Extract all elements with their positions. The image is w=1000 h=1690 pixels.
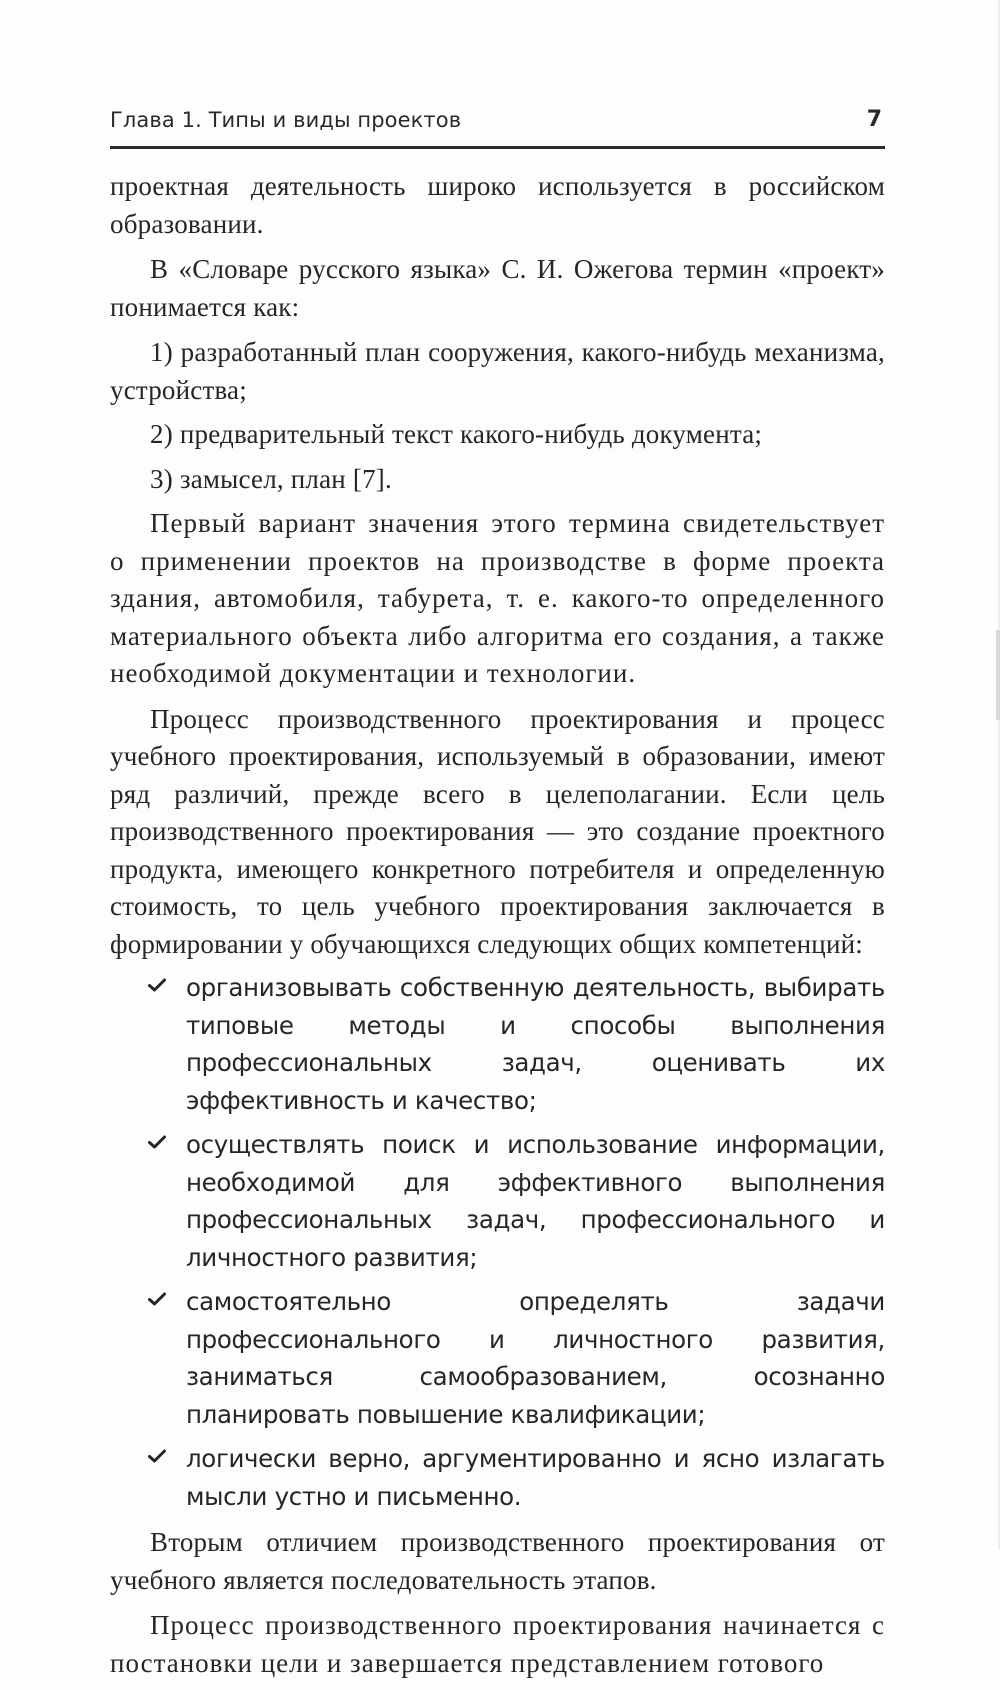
list-item: [110, 1440, 885, 1515]
checkmark-icon: [148, 1135, 166, 1149]
checkmark-icon: [148, 1449, 166, 1463]
list-item: [110, 969, 885, 1119]
checkmark-icon: [148, 1292, 166, 1306]
paragraph: Вторым отличием производственного проектирования от учебного является последовательность этапов.: [110, 1527, 885, 1595]
checkmark-icon: [148, 978, 166, 992]
definition-item: 2) предварительный текст какого-нибудь документа;: [150, 419, 763, 449]
header-rule: [110, 146, 885, 149]
running-head: [110, 108, 885, 138]
definition-item: 3) замысел, план [7].: [150, 463, 392, 494]
list-item-text: логически верно, аргументированно и ясно излагать мысли устно и письменно.: [186, 1444, 885, 1511]
competency-list: [110, 969, 885, 1515]
definition-item: 1) разработанный план сооружения, какого-нибудь механизма, устройства;: [110, 337, 885, 405]
list-item-text: организовывать собственную деятельность, выбирать типовые методы и способы выполнения профессиональных задач, оценивать их эффективность и качество;: [186, 973, 885, 1115]
paragraph: Процесс производственного проектирования и процесс учебного проектирования, используемый в образовании, имеют ряд различий, прежде всего в целеполагании. Если цель производственного проектирования — это создание проектного продукта, имеющего конкретного потребителя и определенную стоимость, то цель учебного проектирования заключается в формировании у обучающихся следующих общих компетенций:: [110, 703, 885, 959]
paragraph: Первый вариант значения этого термина свидетельствует о применении проектов на производстве в форме проекта здания, автомобиля, табурета, т. е. какого-то определенного материального объекта либо алгоритма его создания, а также необходимой документации и технологии.: [110, 508, 885, 688]
list-item: [110, 1283, 885, 1433]
chapter-title: Глава 1. Типы и виды проектов: [110, 108, 462, 132]
list-item: [110, 1126, 885, 1276]
page-number: 7: [866, 107, 882, 132]
paragraph: проектная деятельность широко используется в российском образовании.: [110, 171, 885, 239]
page-edge-mark: [996, 630, 1000, 720]
paragraph: Процесс производственного проектирования начинается с постановки цели и завершается представлением готового: [110, 1610, 885, 1678]
body-text: [110, 168, 885, 1690]
paragraph: В «Словаре русского языка» С. И. Ожегова термин «проект» понимается как:: [110, 254, 885, 322]
list-item-text: осуществлять поиск и использование информации, необходимой для эффективного выполнения профессиональных задач, профессионального и личностного развития;: [186, 1130, 885, 1272]
list-item-text: самостоятельно определять задачи профессионального и личностного развития, заниматься самообразованием, осознанно планировать повышение квалификации;: [186, 1287, 885, 1429]
